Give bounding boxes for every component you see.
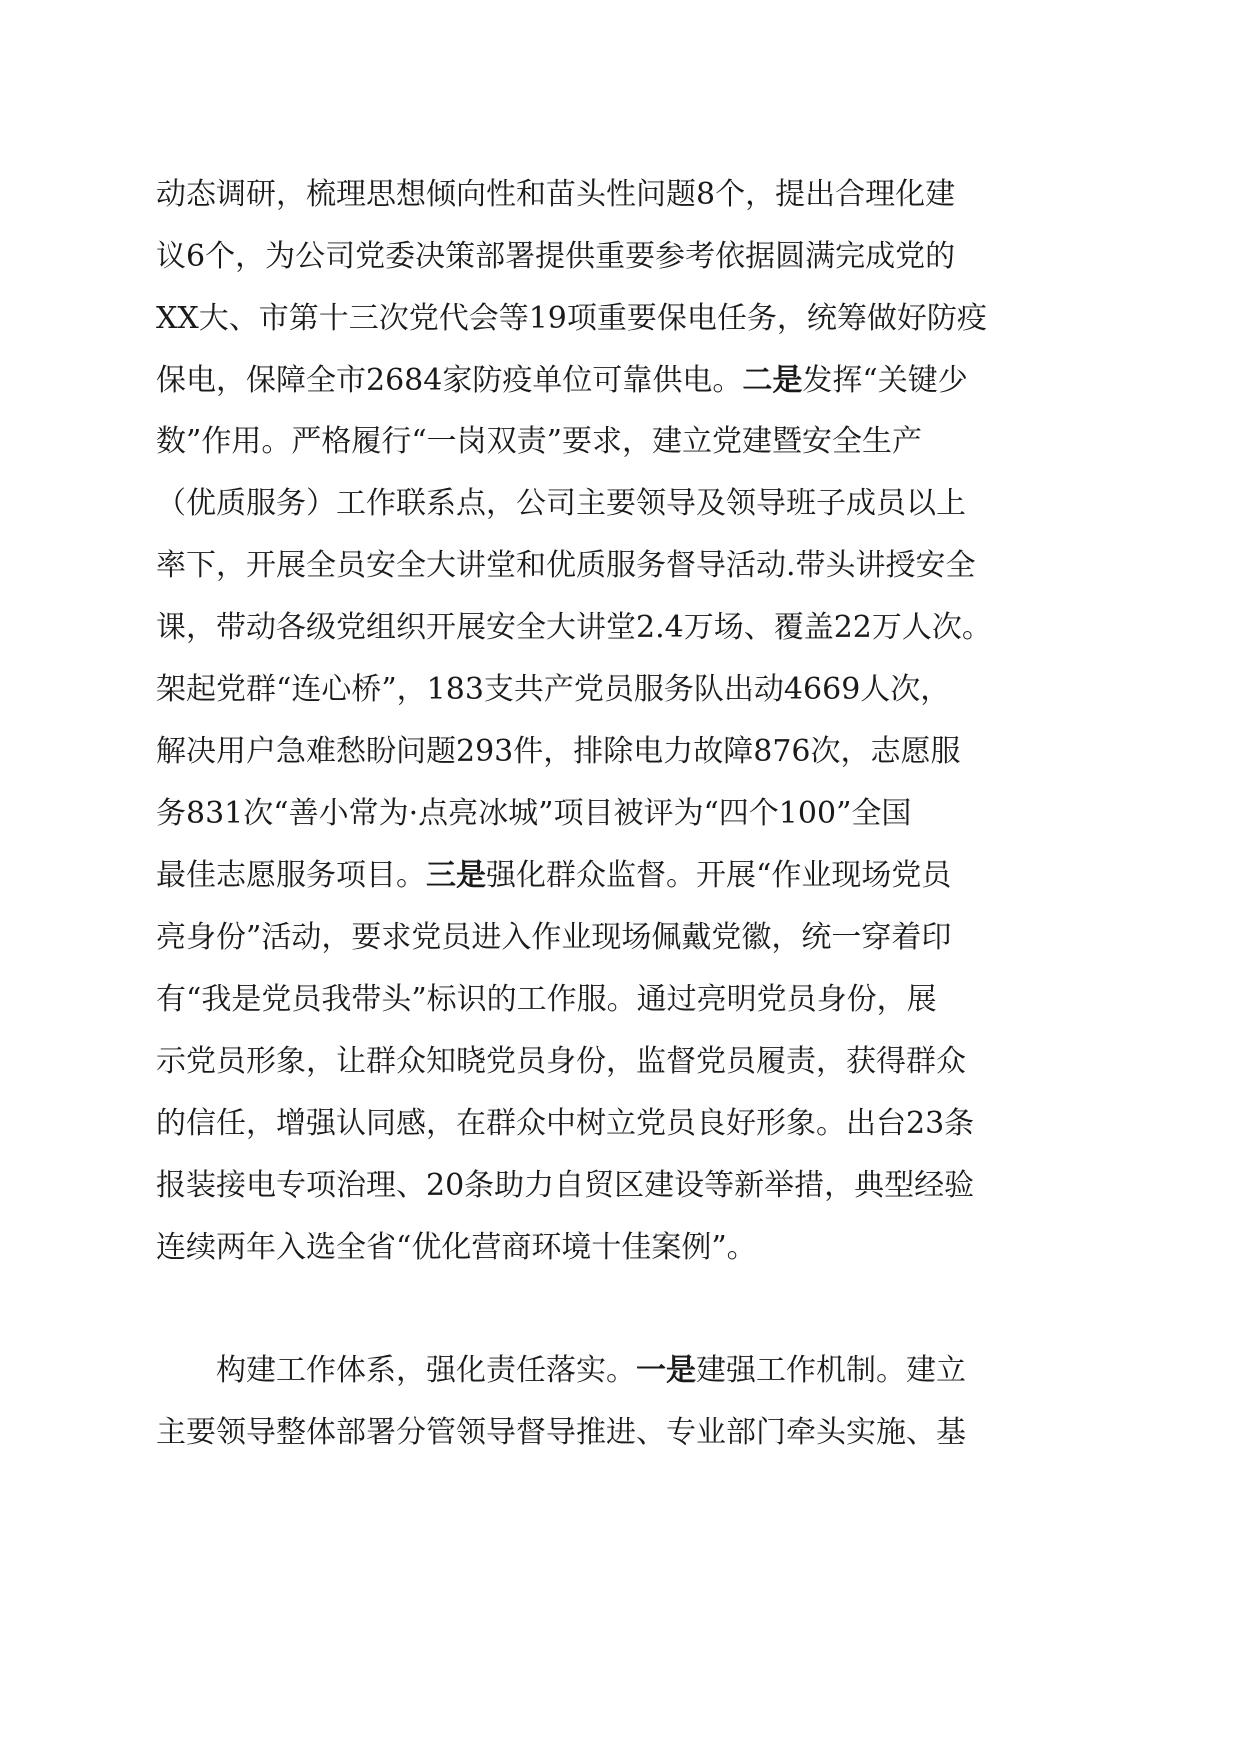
text-line <box>156 982 937 1018</box>
text-line <box>156 1230 757 1266</box>
text-segment: （优质服务）工作联系点，公司主要领导及领导班子成员以上 <box>156 486 966 521</box>
text-segment: 主要领导整体部署分管领导督导推进、专业部门牵头实施、基 <box>156 1415 966 1450</box>
text-line <box>156 486 966 522</box>
text-line <box>156 177 955 213</box>
text-line <box>156 734 961 770</box>
text-line <box>156 796 911 832</box>
text-segment: 数”作用。严格履行“一岗双责”要求，建立党建暨安全生产 <box>156 424 923 459</box>
text-line <box>156 363 968 399</box>
text-line <box>156 610 992 646</box>
text-line <box>156 424 922 460</box>
text-segment: 议6个，为公司党委决策部署提供重要参考依据圆满完成党的 <box>156 239 956 274</box>
text-line <box>216 1353 966 1389</box>
text-segment: 解决用户急难愁盼问题293件，排除电力故障876次，志愿服 <box>156 734 961 769</box>
text-segment: 示党员形象，让群众知晓党员身份，监督党员履责，获得群众 <box>156 1044 966 1079</box>
text-line <box>156 1415 966 1451</box>
text-segment: 最佳志愿服务项目。 <box>156 858 426 893</box>
text-segment: 务831次“善小常为·点亮冰城”项目被评为“四个100”全国 <box>156 796 912 831</box>
text-segment: 架起党群“连心桥”，183支共产党员服务队出动4669人次， <box>156 672 951 707</box>
text-segment: 发挥“关键少 <box>802 363 968 398</box>
text-segment: 有“我是党员我带头”标识的工作服。通过亮明党员身份，展 <box>156 982 937 1017</box>
text-segment: 构建工作体系，强化责任落实。 <box>216 1353 636 1388</box>
text-line <box>156 548 976 584</box>
text-segment: 动态调研，梳理思想倾向性和苗头性问题8个，提出合理化建 <box>156 177 956 212</box>
bold-keyword: 三是 <box>426 858 486 893</box>
text-line <box>156 301 987 337</box>
text-segment: 建强工作机制。建立 <box>696 1353 966 1388</box>
text-line <box>156 1168 974 1204</box>
text-segment: 的信任，增强认同感，在群众中树立党员良好形象。出台23条 <box>156 1106 975 1141</box>
text-segment: 亮身份”活动，要求党员进入作业现场佩戴党徽，统一穿着印 <box>156 920 952 955</box>
bold-keyword: 二是 <box>742 363 803 398</box>
text-segment: 连续两年入选全省“优化营商环境十佳案例”。 <box>156 1230 757 1265</box>
text-segment: 课，带动各级党组织开展安全大讲堂2.4万场、覆盖22万人次。 <box>156 610 992 645</box>
text-line <box>156 1044 966 1080</box>
text-line <box>156 672 950 708</box>
text-line <box>156 239 955 275</box>
text-line <box>156 858 951 894</box>
text-line <box>156 920 951 956</box>
text-segment: 保电，保障全市2684家防疫单位可靠供电。 <box>156 363 743 398</box>
text-segment: 率下，开展全员安全大讲堂和优质服务督导活动.带头讲授安全 <box>156 548 976 583</box>
text-segment: XX大、市第十三次党代会等19项重要保电任务，统筹做好防疫 <box>156 301 987 336</box>
text-line <box>156 1106 974 1142</box>
bold-keyword: 一是 <box>636 1353 696 1388</box>
text-segment: 报装接电专项治理、20条助力自贸区建设等新举措，典型经验 <box>156 1168 975 1203</box>
text-segment: 强化群众监督。开展“作业现场党员 <box>486 858 952 893</box>
